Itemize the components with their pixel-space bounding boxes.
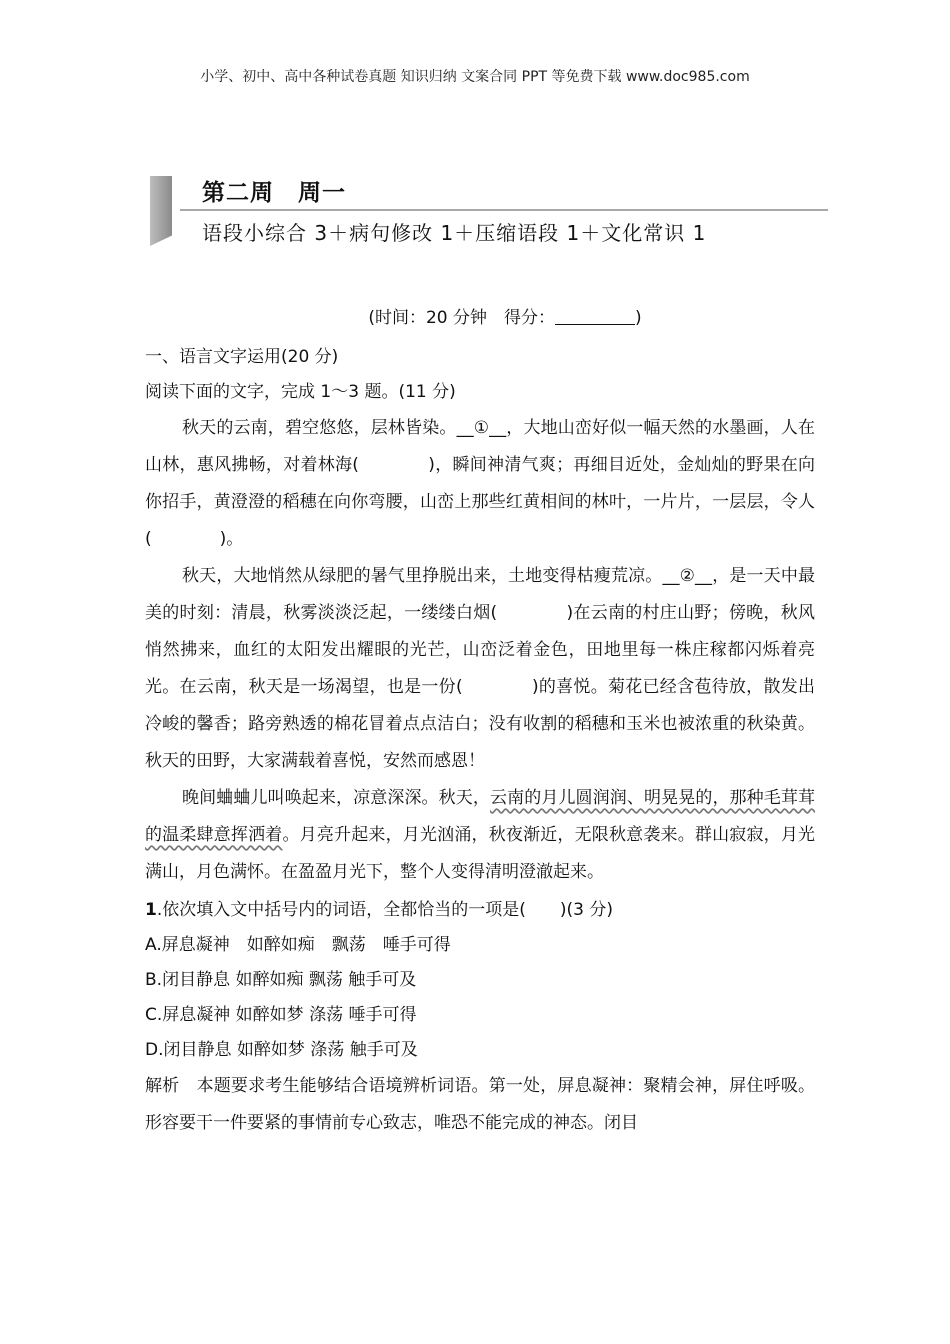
passage-paragraph-1 [145, 410, 815, 558]
option-b: B.闭目静息 如醉如痴 飘荡 触手可及 [145, 970, 417, 990]
option-d: D.闭目静息 如醉如梦 涤荡 触手可及 [145, 1040, 418, 1060]
blank-2: __②__ [662, 566, 713, 586]
p2-text-b: ，是一天中最美的时刻：清晨，秋雾淡淡泛起，一缕缕白烟( )在云南的村庄山野；傍晚，秋风悄然拂来，血红的太阳发出耀眼的光芒，山峦泛着金色，田地里每一株庄稼都闪烁着亮光。在云南，秋天是一场渴望，也是一份( )的喜悦。菊花已经含苞待放，散发出冷峻的馨香；路旁熟透的棉花冒着点点洁白；没有收割的稻穗和玉米也被浓重的秋染黄。秋天的田野，大家满载着喜悦，安然而感恩！ [145, 566, 816, 771]
question-1-number: 1 [145, 900, 157, 920]
p1-text-a: 秋天的云南，碧空悠悠，层林皆染。 [182, 418, 457, 438]
section-title: 一、语言文字运用(20 分) [145, 347, 339, 367]
analysis-paragraph [145, 1068, 815, 1142]
p1-text-b: ，大地山峦好似一幅天然的水墨画，人在山林，惠风拂畅，对着林海( )，瞬间神清气爽；再细目近处，金灿灿的野果在向你招手，黄澄澄的稻穗在向你弯腰，山峦上那些红黄相间的林叶，一片片，一层层，令人( )。 [145, 418, 815, 549]
p3-wavy-underline-text: 云南的月儿圆润润、明晃晃的，那种毛茸茸的温柔肆意挥洒着 [145, 788, 815, 845]
p2-text-a: 秋天，大地悄然从绿肥的暑气里挣脱出来，土地变得枯瘦荒凉。 [182, 566, 663, 586]
time-score-line [195, 304, 815, 340]
option-c: C.屏息凝神 如醉如梦 涤荡 唾手可得 [145, 1005, 417, 1025]
time-suffix: ) [635, 308, 642, 328]
time-prefix: (时间：20 分钟 得分： [368, 308, 556, 328]
analysis-label: 解析 [145, 1076, 180, 1096]
passage-paragraph-3 [145, 780, 815, 891]
score-blank [555, 308, 635, 325]
analysis-text: 本题要求考生能够结合语境辨析词语。第一处，屏息凝神：聚精会神，屏住呼吸。形容要干一件要紧的事情前专心致志，唯恐不能完成的神态。闭目 [145, 1076, 816, 1133]
option-a: A.屏息凝神 如醉如痴 飘荡 唾手可得 [145, 935, 451, 955]
passage-paragraph-2 [145, 558, 815, 780]
page-subtitle: 语段小综合 3＋病句修改 1＋压缩语段 1＋文化常识 1 [202, 221, 707, 245]
header-divider [180, 209, 828, 211]
reading-instruction: 阅读下面的文字，完成 1～3 题。(11 分) [145, 382, 456, 402]
question-1-text: .依次填入文中括号内的词语，全都恰当的一项是( )(3 分) [156, 900, 613, 920]
blank-1: __①__ [456, 418, 507, 438]
page-title: 第二周 周一 [202, 180, 346, 206]
watermark-header: 小学、初中、高中各种试卷真题 知识归纳 文案合同 PPT 等免费下载 www.doc985.com [200, 69, 750, 85]
question-1-stem [145, 893, 815, 928]
header-decor-bar [150, 176, 172, 246]
document-body [145, 304, 815, 1142]
p3-text-a: 晚间蛐蛐儿叫唤起来，凉意深深。秋天， [182, 788, 490, 808]
p3-text-b: 。月亮升起来，月光汹涌，秋夜渐近，无限秋意袭来。群山寂寂，月光满山，月色满怀。在盈盈月光下，整个人变得清明澄澈起来。 [145, 825, 816, 882]
